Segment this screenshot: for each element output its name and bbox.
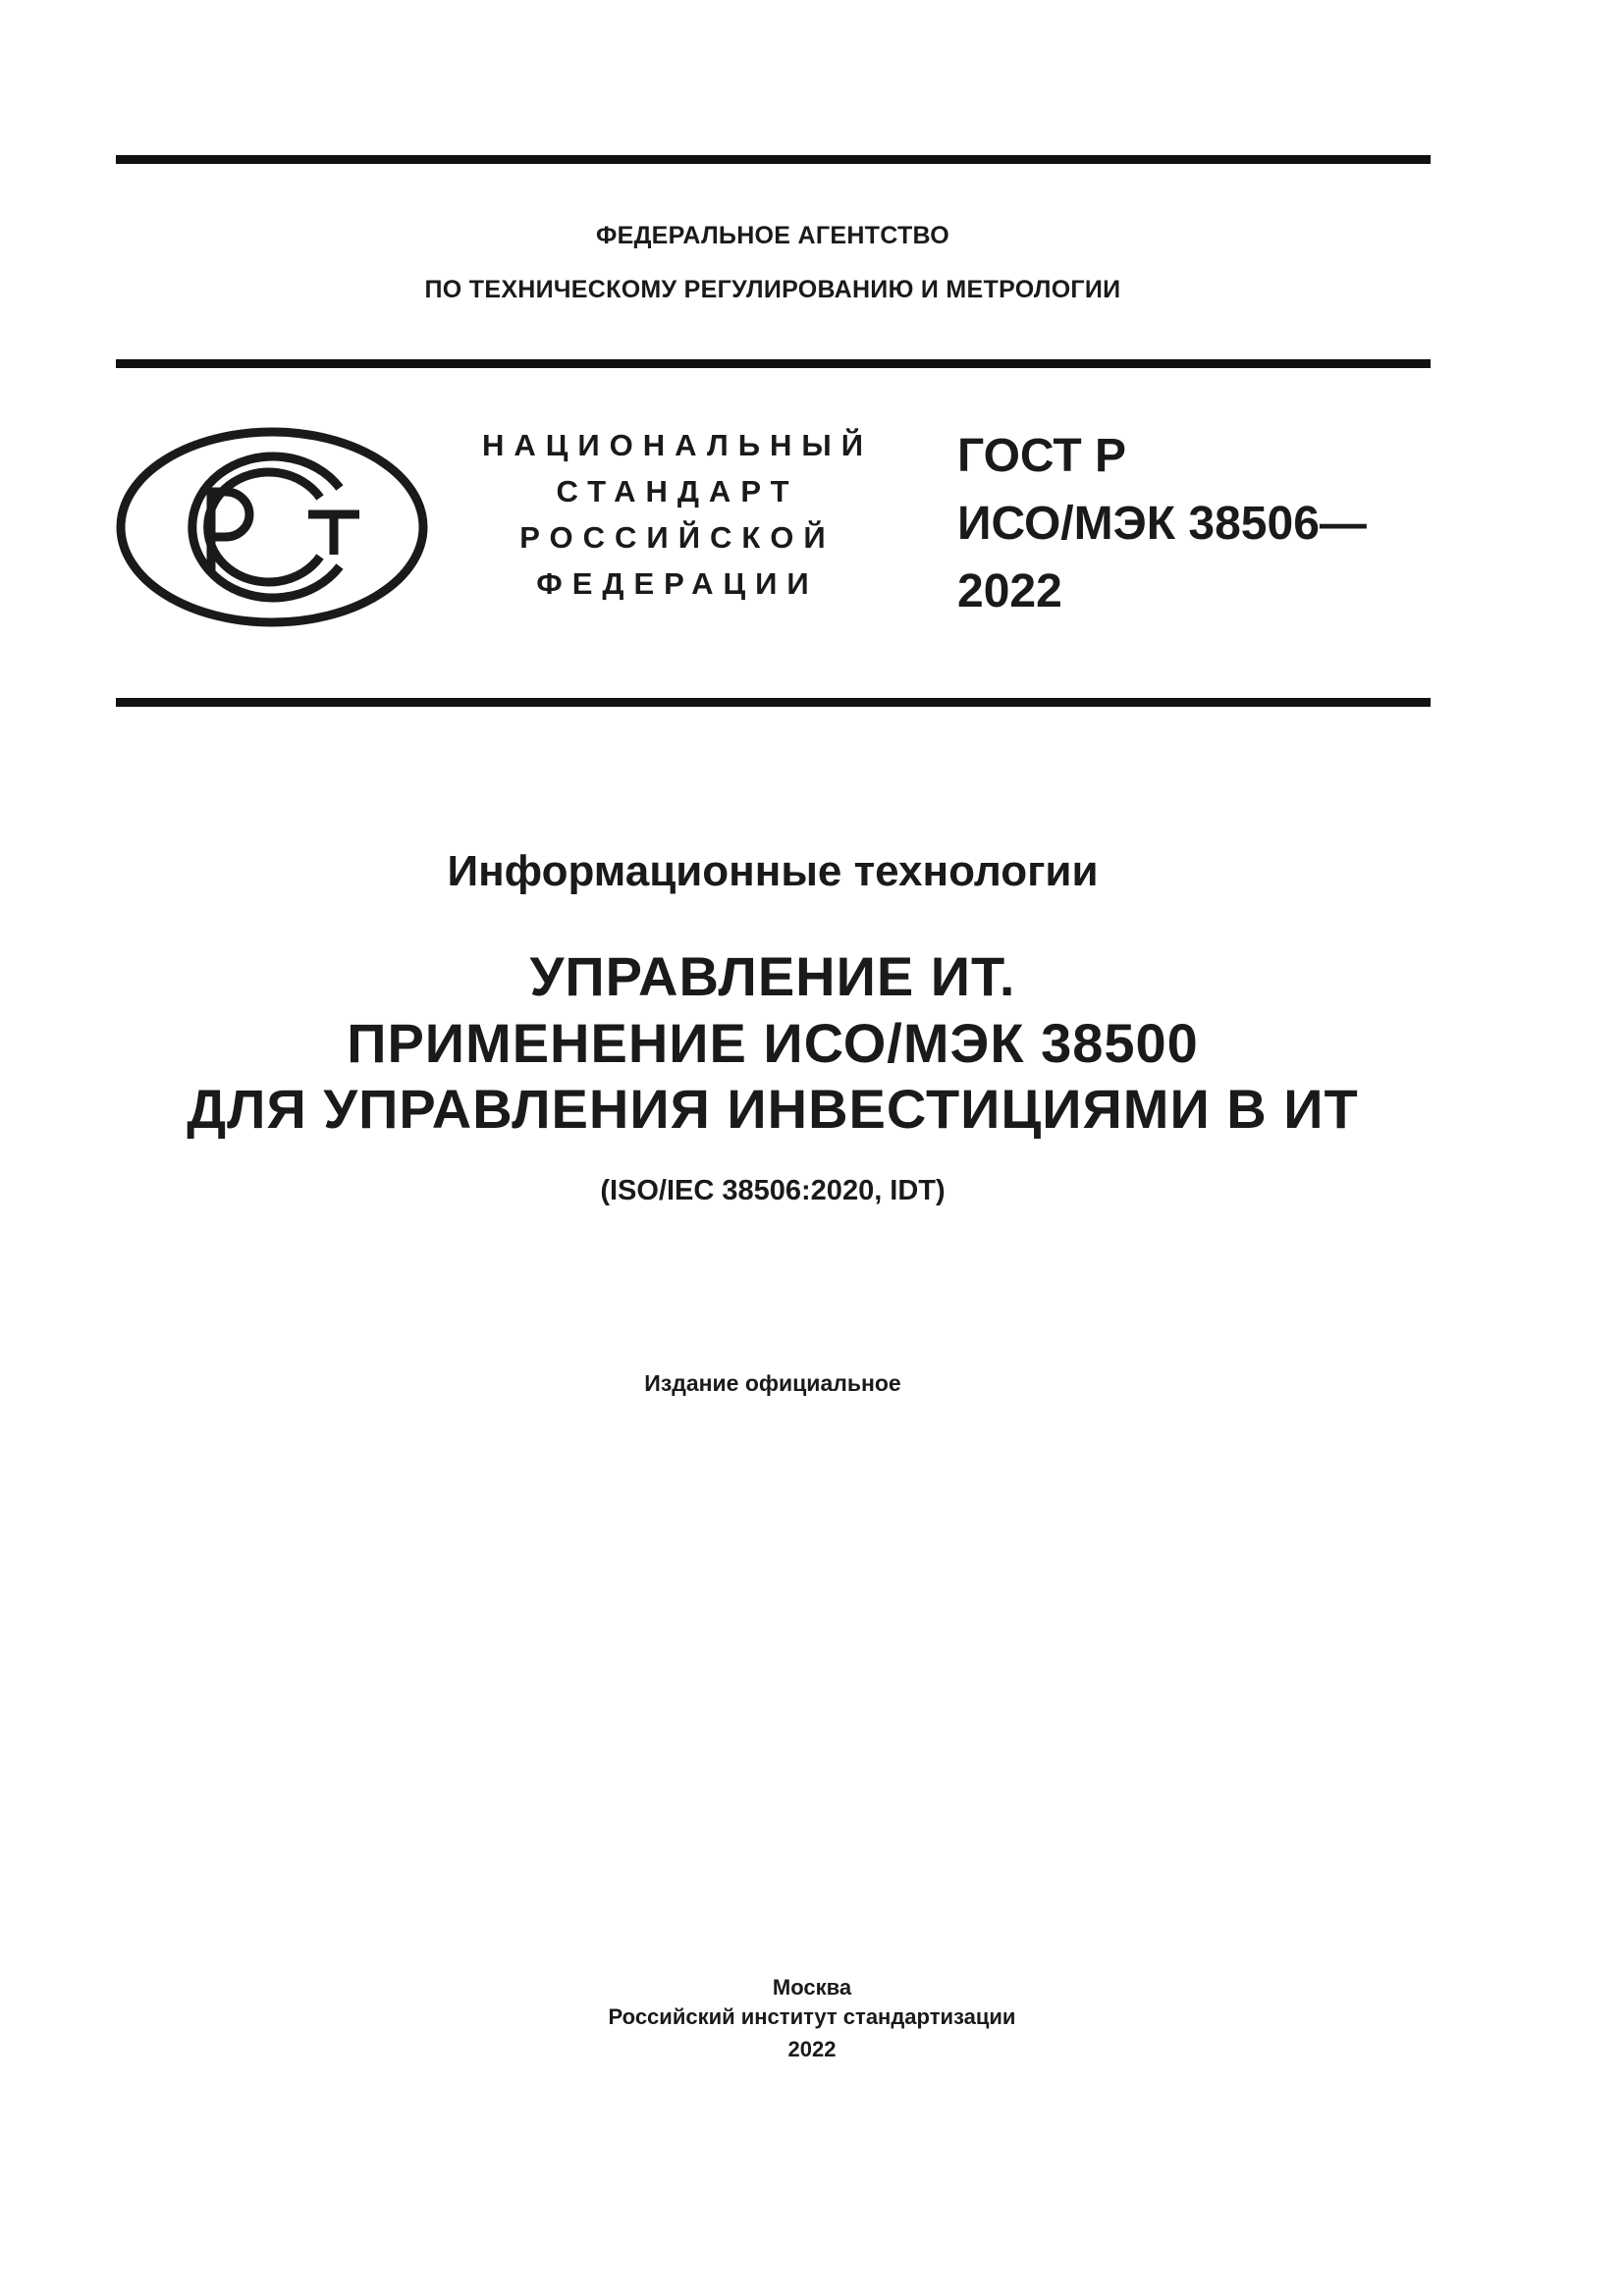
designation-line1: ГОСТ Р [957, 430, 1127, 482]
national-standard-label [452, 422, 903, 607]
agency-name-line2: ПО ТЕХНИЧЕСКОМУ РЕГУЛИРОВАНИЮ И МЕТРОЛОГИИ [424, 276, 1121, 303]
document-title-line3: ДЛЯ УПРАВЛЕНИЯ ИНВЕСТИЦИЯМИ В ИТ [187, 1078, 1359, 1140]
designation-line2: ИСО/МЭК 38506— [957, 498, 1367, 550]
edition-label: Издание официальное [644, 1370, 901, 1396]
header-rule [116, 359, 1431, 368]
designation-rule [116, 698, 1431, 707]
document-title-line2: ПРИМЕНЕНИЕ ИСО/МЭК 38500 [347, 1012, 1199, 1074]
national-standard-line4: ФЕДЕРАЦИИ [536, 566, 819, 601]
agency-name-line1: ФЕДЕРАЛЬНОЕ АГЕНТСТВО [595, 222, 950, 249]
document-title-line1: УПРАВЛЕНИЕ ИТ. [529, 945, 1016, 1007]
national-standard-line1: НАЦИОНАЛЬНЫЙ [481, 428, 874, 462]
publisher-year: 2022 [787, 2037, 837, 2061]
publisher-name: Российский институт стандартизации [608, 2004, 1016, 2029]
publisher-city: Москва [772, 1975, 852, 2000]
national-standard-line3: РОССИЙСКОЙ [519, 520, 836, 555]
document-subtitle: Информационные технологии [447, 847, 1099, 895]
top-rule [116, 155, 1431, 164]
standard-designation [957, 422, 1367, 625]
designation-line3: 2022 [957, 565, 1062, 617]
rst-certification-mark-icon [116, 427, 428, 628]
national-standard-line2: СТАНДАРТ [556, 474, 799, 508]
international-identity: (ISO/IEC 38506:2020, IDT) [600, 1175, 946, 1206]
